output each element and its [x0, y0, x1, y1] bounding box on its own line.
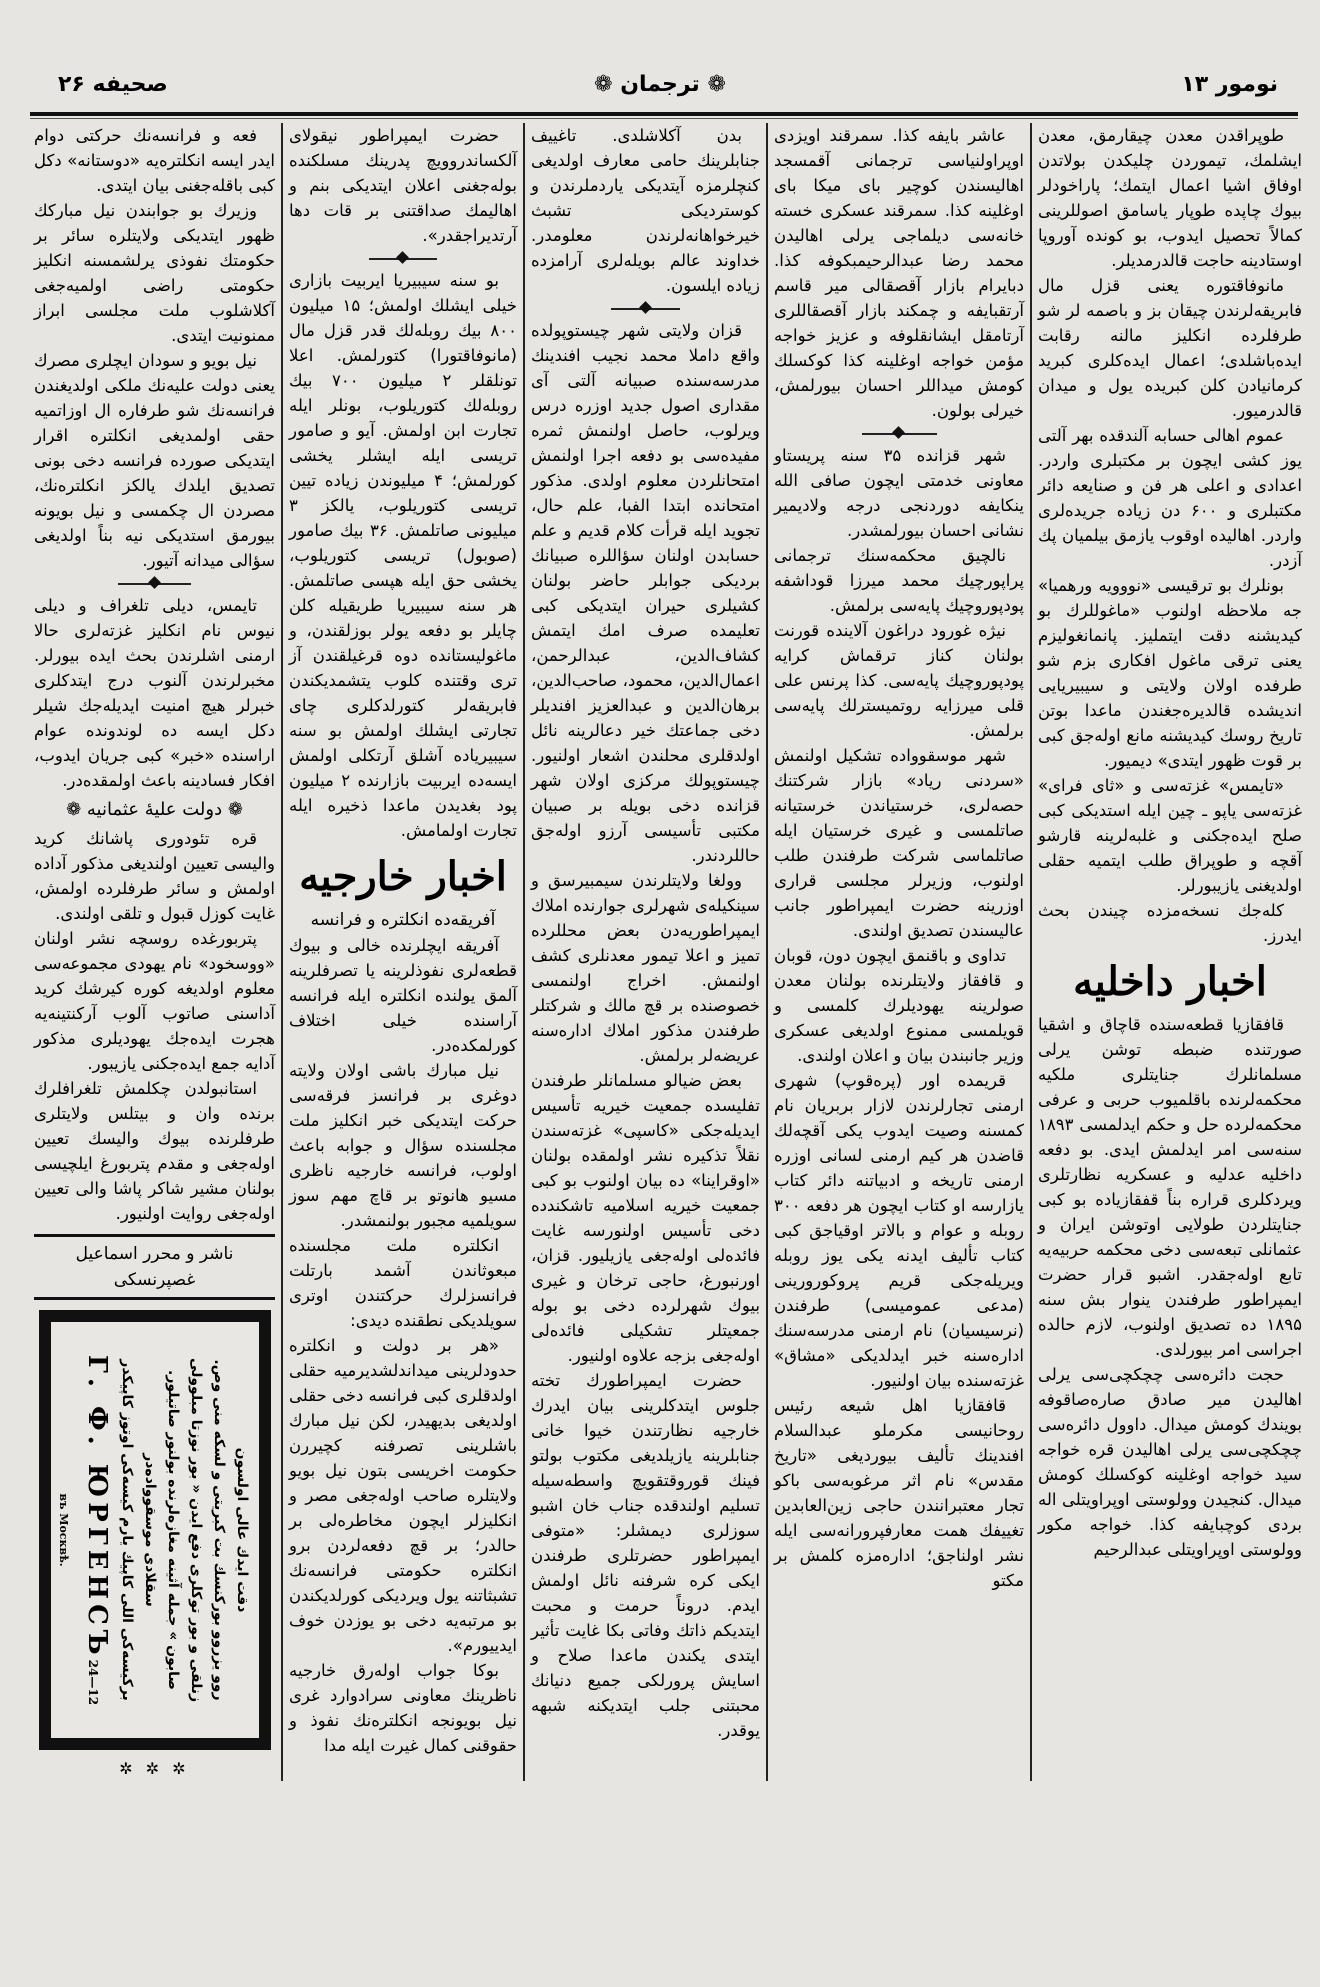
article-paragraph: «تایمس» غزته‌سی و «ثای فرای» غزته‌سی یاپو ـ چین ایله استدیکی کبی صلح ایده‌جکنی و غلبه‌لرینه قارشو آقچه و طوپراق طلب ایتمیه حقلی اولدیغنی یازیبورلر. [1038, 776, 1302, 895]
ad-line: دقت ایدك عالی اولسون [233, 1447, 250, 1613]
diamond-separator [531, 302, 760, 314]
article-paragraph: عاشر بایفه کذا. سمرقند اویزدی اوپراولنیاسی ترجمانی آقمسجد اهالیسندن کوچیر بای میکا بای اوغلینه کذا. سمرقند عسکری خسته خانه‌سی دیلماجی یرلی اهالیدن محمد رضا عبدالرحیمبکوفه کذا. دبایرام بازار آقصقالی میر قاسم آرتقبایفه و چمکند بازار آقصقاللری آرتامقل ایشانقلوفه و عزیز خواجه مؤمن خواجه اوغلینه کذا کوکسلك کومش میداللر احسان بیورلمش، خیرلی بولون. [774, 126, 1024, 420]
article-paragraph: وزیرك بو جوابندن نیل مبارکك ظهور ایتدیکی ولایتلره سائر بر حکومتك نفوذی یرلشمسنه انکلیز حکومتی راضی اولمیه‌جغی آکلاشلوب ملت مجلسی ابراز ممنونیت ایتدی. [34, 201, 275, 345]
diamond-separator [289, 252, 517, 264]
article-paragraph: قره تئودوری پاشانك کرید والیسی تعیین اولندیغی مذکور آداده اولمش و سائر طرفلرده اولمش، غایت کوزل قبول و تلقی اولندی. [34, 829, 275, 923]
article-paragraph: شهر قزانده ۳۵ سنه پریستاو معاونی خدمتی ایچون صافی الله ینکایفه دوردنجی درجه ولادیمیر نشانی احسان بیورلمشدر. [774, 446, 1024, 540]
ornament-stars: ✲ ✲ ✲ [119, 1759, 190, 1778]
article-paragraph: بو سنه سیبیریا ایربیت بازاری خیلی ایشلك اولمش؛ ۱۵ میلیون ۸۰۰ بیك روبله‌لك قدر قزل مال (مانوفاقتورا) کتورلمش. اعلا تونلقلر ۲ میلیون ۷۰۰ بیك روبله‌لك کتوریلوب، بونلر ایله تجارت ابن اولمش. آیو و صامور تریسی ایله ایشلر یخشی کورلمش؛ ۴ میلیوندن زیاده تیین تریسی کتوریلوب، یالکز ۳ میلیونی صاتلمش. ۳۶ بیك صامور (صوبول) تریسی کتوریلوب، یخشی حق ایله هپسی صاتلمش. هر سنه سیبیریا طریقیله کلن چایلر بو دفعه یولر بوزلقندن، و ماغولیستانده دوه قرغیلقندن آز تری وقتنده کلوب یتشمدیکندن فابریقه‌لر کتورلدکلری چای تجارتی ایشلك اولمش بو سنه سیبیریاده آشلق آرتکلی اولمش ایسه‌ده ایربیت بازارنده ۲ میلیون پود بغدیدن ماعدا ذخیره ایله تجارت اولمامش. [289, 271, 517, 840]
ad-line: سقلادی موسقوواده‌در [141, 1453, 158, 1607]
article-paragraph: نیل مبارك باشی اولان ولایته دوغری بر فرانسز فرقه‌سی حرکت ایتدیکی خبر انکلیز ملت مجلسنده سؤال و جوابه باعث اولوب، فرانسه خارجیه ناظری مسیو هانوتو بر قاچ مهم سوز سویلمیه مجبور بولنمشدر. [289, 1061, 517, 1230]
page-header [0, 0, 1320, 112]
article-paragraph: تایمس، دیلی تلغراف و دیلی نیوس نام انکلیز غزته‌لری حالا ارمنی اشلرندن بحث ایده بیورلر. مخبرلرندن آلنوب درج ایتدکلری خبرلر هیچ امنیت ایدیله‌جك شیلر دکل ایسه ده لوندونده عوام اراسنده «خبر» کبی جریان ایدوب، افکار فسادینه باعث اولمقده‌در. [34, 596, 275, 790]
ad-line: روو یزروو بورکنسك بت کبریتی و لسکه منی وص. [210, 1359, 227, 1701]
header-rule [30, 112, 1298, 119]
article-paragraph: انکلتره ملت مجلسنده مبعوثاندن آشمد بارتلت فرانسزلرك حرکتندن اوتری سویلدیکی نطقنده دیدی: [289, 1236, 517, 1330]
section-heading-foreign-news: اخبار خارجیه [299, 853, 507, 900]
columns [28, 123, 1308, 1781]
article-paragraph: طوپراقدن معدن چیقارمق، معدن ایشلمك، تیموردن چلیكدن بولاتدن اوفاق اشیا اعمال ایتمك؛ پاراخودلر بیوك چاپده طوپار یاسامق اصوللرینی کمالاً تحصیل ایدوب، بو کونده آوروپا اوستادینه حاجت قالدرمدیلر. [1038, 126, 1302, 270]
column-3 [523, 123, 766, 1781]
ad-line: برکیسه‌کی اللی کاپیك یارم کیسه‌کی اوتوز کاپیکدر [118, 1359, 135, 1701]
article-paragraph: حضرت ایمپراطور نیقولای آلکساندروویچ پدرینك مسلکنده بوله‌جغنی اعلان ایتدیکی بنم و اهالیمك صداقتنی بر قات دها آرتدیراجقدر». [289, 126, 517, 245]
article-paragraph: قافقازیا اهل شیعه رئیس روحانیسی مکرملو عبدالسلام افندینك تألیف بیوردیغی «تاریخ مقدس» نام اثر مرغوبه‌سی باکو تجار معتبرانندن حاجی زین‌العابدین تغییفك همت معارفپرورانه‌سی ایله نشر اولناجق؛ اداره‌مزه کلمش بر مکتو [774, 1396, 1024, 1590]
newspaper-title: ❁ ترجمان ❁ [594, 72, 726, 97]
section-heading-domestic-news: اخبار داخلیه [1073, 958, 1267, 1005]
column-5 [28, 123, 281, 1781]
ad-brand [75, 1322, 115, 1738]
article-paragraph: کله‌جك نسخه‌مزده چیندن بحث ایدرز. [1038, 901, 1302, 945]
article-paragraph: وولغا ولایتلرندن سیمبیرسق و سینکیله‌ی شهرلری جوارنده املاك ایمپراطوریه‌دن بعض محللرده تمیز و اعلا تیمور معدنلری کشف اولنمش. اخراج اولنمسی خصوصنده بر قچ مالك و شرکتلر طرفندن مذکور املاك اداره‌سنه عریضه‌لر برلمش. [531, 871, 760, 1065]
article-paragraph: نالچیق محکمه‌سنك ترجمانی پراپورچیك محمد میرزا قوداشفه پودپوروچیك پایه‌سی برلمش. [774, 546, 1024, 615]
article-paragraph: بدن آکلاشلدی. تاغییف جنابلرینك حامی معارف اولدیغی کنچلرمزه آیتدیکی یاردملرندن و کوستردیکی تشبث خیرخواهانه‌لرندن معلومدر. خداوند عالم بویله‌لری آرامزده زیاده ایلسون. [531, 126, 760, 295]
section-heading-ottoman-state: ❁ دولت علیهٔ عثمانیه ❁ [66, 799, 243, 820]
column-1 [1030, 123, 1308, 1781]
publisher-footer: ناشر و محرر اسماعیل غصپرنسکی [34, 1234, 275, 1300]
article-paragraph: حجت دائره‌سی چچکچی‌سی یرلی اهالیدن میر صادق صاره‌صاقوفه بویندك کومش میدال. داوول دائره‌سی چچکچی‌سی یرلی اهالیدن قره خواجه سید خواجه اوغلینه کوکسلك کومش میدال. کنجیدن وولوستی اوپراویتلی اله بردی کوچبایفه کذا. خواجه مکور وولوستی اوپراویتلی عبدالرحیم [1038, 1365, 1302, 1559]
article-paragraph: «هر بر دولت و انکلتره حدودلرینی میداندلشدیرمیه حقلی اولدقلری کبی فرانسه دخی حقلی اولدیغی بدیهیدر، لکن نیل مبارك باشلرینی تصرفنه کچیررن حکومت اخریسی بتون نیل بویو ولایتلره صاحب اوله‌جغی مصر و انکلیزلر ایچون مخاطره‌لی بر حالدر؛ بر قچ دفعه‌لردن برو انکلتره حکومتی فرانسه‌نك تشبثاتنه یول ویردیکی کورلدیکندن بو مرتبه‌یه دخی بو یوزدن خوف ایدییورم». [289, 1336, 517, 1655]
column-2 [766, 123, 1030, 1781]
ad-line: زنلقی و بور توکلری دفع ایدن « بور نوزتا مبلوولی [187, 1357, 204, 1703]
page-number: صحیفه ۲۶ [58, 72, 168, 97]
article-paragraph: حضرت ایمپراطورك تخته جلوس ایتدکلرینی بیان ایدرك خارجیه نظارتندن خیوا خانی جنابلرینه یازیلدیغی مکتوب بولتو فینك قوروقتقویچ واسطه‌سیله تسلیم اولندقده جناب خان اشبو سوزلری دیمشلر: «متوفی ایمپراطور حضرتلری طرفندن ایکی کره شرفنه نائل اولمش ایدم. دروناً حرمت و محبت ایتدیکم ذاتك وفاتی بکا غایت تأثیر ایتدی یکندن ماعدا صلاح و اسایش پرورلکی جمیع دنیانك محبتنی جلب ایتدیکنه شبهه یوقدر. [531, 1371, 760, 1740]
article-paragraph: قافقازیا قطعه‌سنده قاچاق و اشقیا صورتنده ضبطه توشن یرلی مسلمانلرك جنایتلری ملکیه محکمه‌لرنده باقلمیوب حربی و عرفی محکمه‌لرده حل و حکم ایدلمسی ۱۸۹۳ سنه‌سی امر ایدلمش ایدی. بو دفعه داخلیه عدلیه و عسکریه نظارتلری ویردکلری قراره بناً قفقازیاده بو کبی جنایتلردن طولایی اوتوشن ایران و عثمانلی تبعه‌سی دخی محکمه حربیه‌یه تابع اوله‌جقدر. اشبو قرار حضرت ایمپراطور طرفندن ینوار بش سنه ۱۸۹۵ ده تصدیق اولنوب، لازم حالده اجراسی امر بیورلدی. [1038, 1015, 1302, 1359]
advertisement-box [39, 1310, 271, 1750]
ad-city: въ Москвѣ. [56, 1493, 70, 1567]
issue-number: نومور ۱۳ [1181, 72, 1278, 97]
article-paragraph: مانوفاقتوره یعنی قزل مال فابریقه‌لرندن چیقان بز و باصمه لر شو طرفلرده انکلیز مالنه رقابت ایده‌باشلدی؛ اعمال ایده‌کلری کبرید کرمانیادن کلن کبریده یول و میدان قالدرمیور. [1038, 276, 1302, 420]
diamond-separator [774, 427, 1024, 439]
article-paragraph: قزان ولایتی شهر چیستوپولده واقع داملا محمد نجیب افندینك مدرسه‌سنده صبیانه آلتی آی مقداری اصول جدید اوزره درس ویرلوب، حاصل اولنمش ثمره مفیده‌سی بو دفعه اجرا اولنمش امتحانلردن معلوم اولدی. مذکور امتحانده ابتدا الفبا، علم حال، تجوید ایله قرأت کلام قدیم و علم حسابدن اولنان سؤاللره صبیانك بردیکی جوابلر حاضر بولنان کشیلری حیران ایتدیکی کبی تعلیمده صرف امك ایتمش کشاف‌الدین، عبدالرحمن، اعمال‌الدین، محمود، صاحب‌الدین، برهان‌الدین و عبدالعزیز افندیلر دخی جماعتك خیر دعالرینه نائل اولدقلری محلندن اشعار اولنیور. چیستوپولك مرکزی اولان شهر قزانده دخی بویله بر صبیان مکتبی تأسیسی آرزو اوله‌جق حاللردندر. [531, 321, 760, 865]
column-4 [281, 123, 523, 1781]
article-paragraph: تداوی و باقنمق ایچون دون، قوبان و قافقاز ولایتلرنده بولنان معدن صولرینه یهودیلرك کلمسی و قویلمسی ممنوع اولدیغی عسکری وزیر جانبندن بیان و اعلان اولندی. [774, 946, 1024, 1065]
article-paragraph: استانبولدن چکلمش تلغرافلرك برنده وان و بیتلس ولایتلری طرفلرنده بیوك والیسك تعیین اوله‌جغی و مقدم پتربورغ ایلچیسی بولنان مشیر شاکر پاشا والی تعیین اوله‌جغی روایت اولنیور. [34, 1079, 275, 1223]
article-paragraph: نیل بویو و سودان ایچلری مصرك یعنی دولت علیه‌نك ملکی اولدیغندن فرانسه‌نك شو طرفاره ال اوزاتمیه حقی اولمدیغی انکلتره اقرار ایتدیکی صورده فرانسه دخی بونی تصدیق ایلدك یالکز انکلتره‌نك، مصردن ال چکمسی و نیل بویونه بیورمق استدیکی نیه بناً اولدیغی سؤالی میدانه آتیور. [34, 351, 275, 570]
article-paragraph: عموم اهالی حسابه آلندقده بهر آلتی یوز کشی ایچون بر مکتبلری واردر. اعدادی و اعلی هر فن و صنایعه دائر مکتبلری و ۶۰۰ دن زیاده جریده‌لری واردر. اهالیده اوقوب یازمق بیلمیان پك آزدر. [1038, 426, 1302, 570]
diamond-separator [34, 577, 275, 589]
ad-code: 24—12 [85, 1659, 100, 1706]
article-paragraph: شهر موسقوواده تشکیل اولنمش «سردنی ریاد» بازار شرکتنك حصه‌لری، خرستیاندن خرستیانه صاتلمسی و غیری خرستیان ایله صاتلماسی شرکت طرفندن طلب اولنوب، وزیرلر مجلسی قراری اوزرینه حضرت ایمپراطور جانب عالیسندن تصدیق اولندی. [774, 746, 1024, 940]
article-paragraph: آفریقه ایچلرنده خالی و بیوك قطعه‌لری نفوذلرینه یا تصرفلرینه آلمق یولنده انکلتره ایله فرانسه آراسنده خیلی اختلاف کورلمکده‌در. [289, 936, 517, 1055]
advertisement-text [51, 1322, 259, 1738]
article-paragraph: قریمده اور (پره‌قوپ) شهری ارمنی تجارلرندن لازار بربریان نام کمسنه وصیت ایدوب یکی آقچه‌لك قاضدن هر کیم ارمنی لسانی اوزره ارمنی تاریخه و ادبیاتنه دائر کتاب یازارسه او کتاب ایچون هر دفعه ۳۰۰ روبله و عوام و بالاتر اوقیاجق کبی کتاب تألیف ایدنه یکی یوز روبله ویریله‌جکی قریم پروکورورینی (مدعی عمومیسی) طرفندن (نرسیسیان) نام ارمنی مدرسه‌سنك اداره‌سنه خبر ایدلدیکی «مشاق» غزته‌سنده بیان اولنیور. [774, 1071, 1024, 1390]
article-paragraph: بونلرك بو ترقیسی «نووویه ورهمیا» جه ملاحظه اولنوب «ماغوللرك بو کیدیشنه دقت ایتملیز. پانمانغولیزم یعنی ترقی ماغول افکاری بزم شو طرفده اولان ولایتی و سیبیریایی اندیشده قالدیره‌جغندن ماعدا بوتن تاریخ روسك کیدیشنه مانع اوله‌جق کبی بر قوت ظهور ایتدی» دیمیور. [1038, 576, 1302, 770]
article-paragraph: بعض ضیالو مسلمانلر طرفندن تفلیسده جمعیت خیریه تأسیس ایدیله‌جکی «کاسپی» غزته‌سندن نقلاً تذکیره نشر اولمقده بولنان «اوقراینا» ده بیان اولنوب بو کبی جمعیت خیریه اسلامیه تاشکندده دخی تأسیس اولنورسه غایت فائده‌لی اوله‌جغی یازیلیور. قزان، اورنبورغ، حاجی ترخان و غیری بیوك شهرلرده دخی بو بوله جمعیتلر تشکیلی فائده‌لی اوله‌جغی بزجه علاوه اولنیور. [531, 1071, 760, 1365]
article-subheading: آفریقه‌ده انکلتره و فرانسه [310, 910, 496, 930]
article-paragraph: فعه و فرانسه‌نك حرکتی دوام ایدر ایسه انکلتره‌یه «دوستانه» دکل کبی باقله‌جغنی بیان ایتدی. [34, 126, 275, 195]
ad-brand-name: Г. Ф. ЮРГЕНСЪ [81, 1354, 112, 1660]
article-paragraph: بوکا جواب اوله‌رق خارجیه ناظرینك معاونی سرادوارد غری نیل بویونجه انکلتره‌نك نفوذ و حقوقنی کمال غیرت ایله مدا [289, 1661, 517, 1755]
ad-line: صابون » جمله آثینه مغازه‌لرنده بولنور صاتیلور. [164, 1370, 181, 1690]
article-paragraph: نیژه غورود دراغون آلاینده قورنت بولنان کناز ترقماش کرایه پودپوروچیك پایه‌سی. کذا پرنس علی قلی میرزایه روتمیسترلك پایه‌سی برلمش. [774, 621, 1024, 740]
article-paragraph: پتربورغده روسچه نشر اولنان «ووسخود» نام یهودی مجموعه‌سی معلوم اولدیغه کوره کیرشك کرید آداسنی صاتوب آلوب آرکنتینه‌یه هجرت ایده‌جك یهودیلری مذکور آدایه جمع ایده‌جکنی یازیبور. [34, 929, 275, 1073]
